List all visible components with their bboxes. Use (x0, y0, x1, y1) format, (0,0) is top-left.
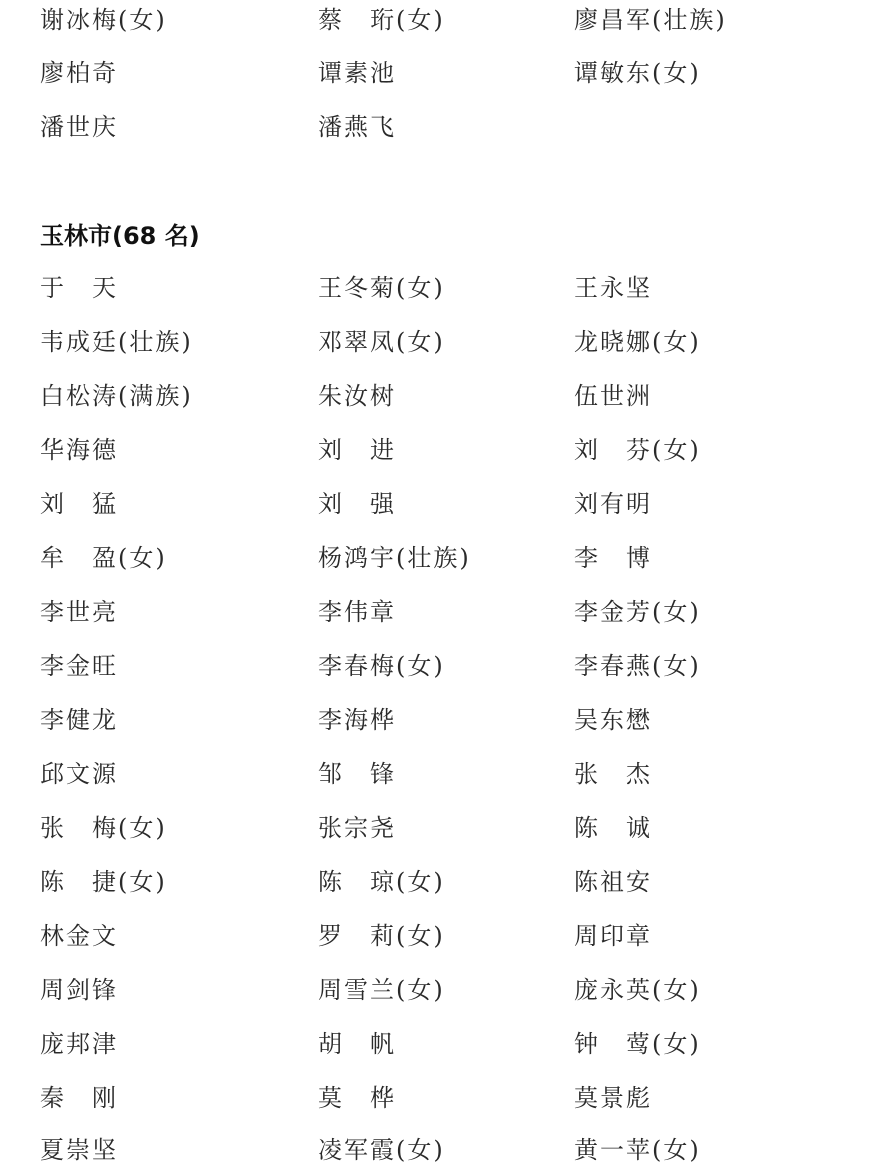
section-title: 玉林市(68 名) (40, 222, 200, 250)
list-row (0, 1130, 869, 1170)
person-name: 罗 莉(女) (318, 922, 445, 950)
person-name: 刘 强 (318, 490, 396, 518)
person-name: 王冬菊(女) (318, 274, 445, 302)
person-name: 李金旺 (40, 652, 118, 680)
person-name: 李健龙 (40, 706, 118, 734)
list-row (0, 53, 869, 93)
person-name: 夏崇坚 (40, 1136, 118, 1164)
person-name: 李 博 (574, 544, 652, 572)
person-name: 莫景彪 (574, 1084, 652, 1112)
list-row (0, 862, 869, 902)
list-row (0, 484, 869, 524)
list-row (0, 916, 869, 956)
list-row (0, 754, 869, 794)
person-name: 莫 桦 (318, 1084, 396, 1112)
person-name: 周剑锋 (40, 976, 118, 1004)
person-name: 邹 锋 (318, 760, 396, 788)
person-name: 伍世洲 (574, 382, 652, 410)
person-name: 陈祖安 (574, 868, 652, 896)
person-name: 潘世庆 (40, 113, 118, 141)
person-name: 林金文 (40, 922, 118, 950)
list-row (0, 322, 869, 362)
person-name: 张宗尧 (318, 814, 396, 842)
person-name: 邱文源 (40, 760, 118, 788)
person-name: 陈 诚 (574, 814, 652, 842)
person-name: 龙晓娜(女) (574, 328, 701, 356)
list-row (0, 700, 869, 740)
list-row (0, 970, 869, 1010)
person-name: 韦成廷(壮族) (40, 328, 193, 356)
person-name: 凌军霞(女) (318, 1136, 445, 1164)
person-name: 杨鸿宇(壮族) (318, 544, 471, 572)
person-name: 李海桦 (318, 706, 396, 734)
list-row (0, 592, 869, 632)
person-name: 潘燕飞 (318, 113, 396, 141)
list-row (0, 808, 869, 848)
person-name: 王永坚 (574, 274, 652, 302)
list-row (0, 268, 869, 308)
list-row (0, 0, 869, 40)
person-name: 庞永英(女) (574, 976, 701, 1004)
person-name: 白松涛(满族) (40, 382, 193, 410)
person-name: 朱汝树 (318, 382, 396, 410)
person-name: 谢冰梅(女) (40, 6, 167, 34)
person-name: 吴东懋 (574, 706, 652, 734)
list-row (0, 646, 869, 686)
person-name: 华海德 (40, 436, 118, 464)
person-name: 周雪兰(女) (318, 976, 445, 1004)
person-name: 黄一苹(女) (574, 1136, 701, 1164)
person-name: 庞邦津 (40, 1030, 118, 1058)
person-name: 蔡 珩(女) (318, 6, 445, 34)
person-name: 张 杰 (574, 760, 652, 788)
person-name: 谭敏东(女) (574, 59, 701, 87)
person-name: 牟 盈(女) (40, 544, 167, 572)
list-row (0, 1078, 869, 1118)
list-row (0, 538, 869, 578)
person-name: 李金芳(女) (574, 598, 701, 626)
person-name: 李伟章 (318, 598, 396, 626)
person-name: 李世亮 (40, 598, 118, 626)
person-name: 刘 猛 (40, 490, 118, 518)
person-name: 廖柏奇 (40, 59, 118, 87)
list-row (0, 107, 869, 147)
person-name: 周印章 (574, 922, 652, 950)
list-row (0, 430, 869, 470)
person-name: 谭素池 (318, 59, 396, 87)
person-name: 李春梅(女) (318, 652, 445, 680)
person-name: 李春燕(女) (574, 652, 701, 680)
person-name: 刘有明 (574, 490, 652, 518)
person-name: 陈 捷(女) (40, 868, 167, 896)
list-row (0, 376, 869, 416)
person-name: 刘 芬(女) (574, 436, 701, 464)
person-name: 秦 刚 (40, 1084, 118, 1112)
person-name: 于 天 (40, 274, 118, 302)
person-name: 胡 帆 (318, 1030, 396, 1058)
person-name: 张 梅(女) (40, 814, 167, 842)
person-name: 刘 进 (318, 436, 396, 464)
person-name: 陈 琼(女) (318, 868, 445, 896)
person-name: 廖昌军(壮族) (574, 6, 727, 34)
list-row (0, 1024, 869, 1064)
person-name: 邓翠凤(女) (318, 328, 445, 356)
person-name: 钟 莺(女) (574, 1030, 701, 1058)
